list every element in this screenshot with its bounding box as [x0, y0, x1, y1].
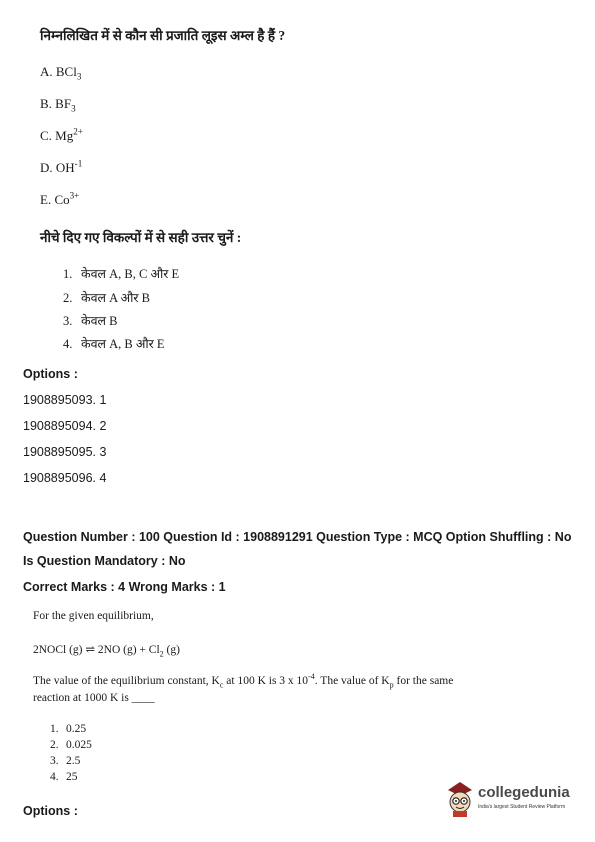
mascot-icon	[444, 780, 476, 818]
options-heading-2: Options :	[23, 804, 78, 818]
option-e: E. $Co^{3+}$	[40, 190, 80, 207]
option-b: B. $BF_3$	[40, 96, 76, 114]
question-hindi: निम्नलिखित में से कौन सी प्रजाति लूइस अम्ल है हैं ?	[40, 28, 286, 43]
options-heading: Options :	[23, 367, 78, 381]
english-question-line2: reaction at 1000 K is ____	[33, 692, 155, 704]
english-intro: For the given equilibrium,	[33, 610, 154, 622]
option-id-4: 1908895096. 4	[23, 471, 107, 485]
english-choice-2: 2. 0.025	[50, 739, 92, 751]
english-choice-4: 4. 25	[50, 771, 78, 783]
logo-tagline: India's largest Student Review Platform	[478, 804, 566, 810]
question-meta-line2: Is Question Mandatory : No	[23, 554, 186, 568]
choice-2: 2. केवल A और B	[63, 291, 150, 305]
logo-name: collegedunia	[478, 784, 570, 801]
option-c: C. $Mg^{2+}$	[40, 126, 83, 143]
english-reaction: 2NOCl (g) ⇌ 2NO $(g) + Cl_2$ (g)	[33, 644, 180, 659]
choice-4: 4. केवल A, B और E	[63, 337, 165, 351]
english-choice-3: 3. 2.5	[50, 755, 81, 767]
collegedunia-logo	[444, 780, 584, 820]
english-question-line1: The value of the equilibrium constant, $K_c$ at 100 K is 3 x $10^{-4}$. The value of $K_p$ for the same	[33, 672, 454, 690]
instruction-hindi: नीचे दिए गए विकल्पों में से सही उत्तर चुनें :	[40, 230, 242, 245]
option-id-3: 1908895095. 3	[23, 445, 107, 459]
option-id-2: 1908895094. 2	[23, 419, 107, 433]
option-a: A. BCl$_3$	[40, 64, 82, 82]
english-choice-1: 1. 0.25	[50, 723, 87, 735]
option-id-1: 1908895093. 1	[23, 393, 107, 407]
question-meta-line1: Question Number : 100 Question Id : 1908891291 Question Type : MCQ Option Shuffling : No	[23, 530, 572, 544]
option-d: D. $OH^{-1}$	[40, 158, 83, 175]
choice-3: 3. केवल B	[63, 314, 118, 328]
marks-line: Correct Marks : 4 Wrong Marks : 1	[23, 580, 226, 594]
choice-1: 1. केवल A, B, C और E	[63, 267, 180, 281]
